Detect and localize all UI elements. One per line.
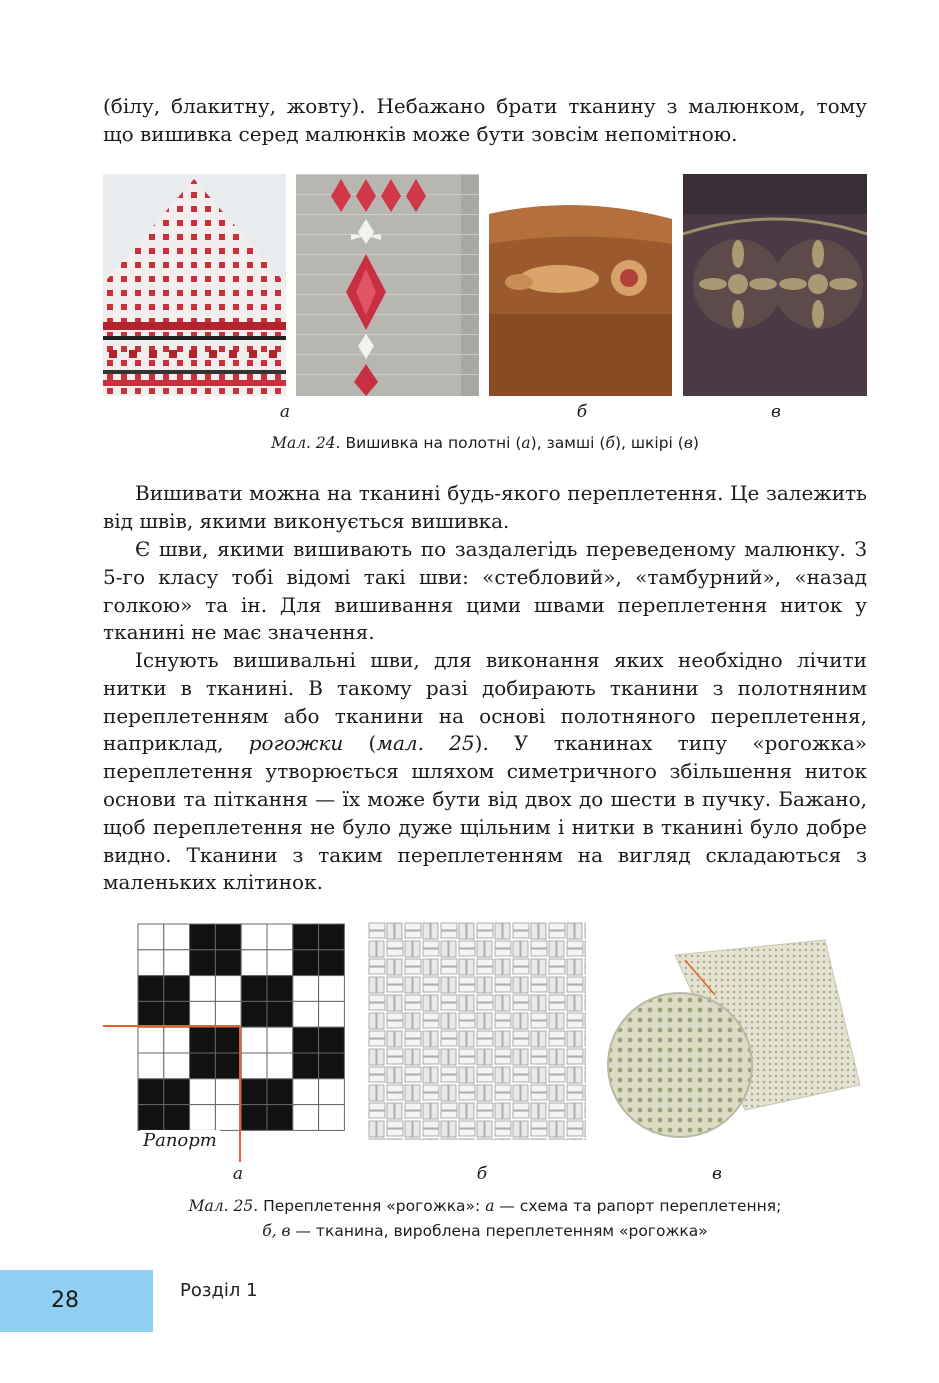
embroidery-suede-photo <box>489 174 672 396</box>
weave-cell <box>190 1105 216 1131</box>
weave-cell <box>319 976 345 1002</box>
fig24-sub-a: а <box>279 402 291 422</box>
weave-cell <box>267 1001 293 1027</box>
weave-cell <box>241 1053 267 1079</box>
weave-cell <box>267 924 293 950</box>
fig24-sub-c: в <box>771 402 781 422</box>
weave-cell <box>241 924 267 950</box>
weave-cell <box>164 1027 190 1053</box>
section-title: Розділ 1 <box>180 1280 258 1301</box>
weave-cell <box>190 1053 216 1079</box>
weave-cell <box>241 1079 267 1105</box>
fig25-caption-a: а <box>485 1197 495 1215</box>
weave-cell <box>241 950 267 976</box>
fig24-label: Мал. 24. <box>271 434 341 452</box>
weave-cell <box>319 1079 345 1105</box>
weave-cell <box>319 950 345 976</box>
weave-cell <box>293 1001 319 1027</box>
fig24-caption <box>103 434 867 452</box>
weave-cell <box>267 976 293 1002</box>
weave-cell <box>138 976 164 1002</box>
embroidery-leather-photo <box>683 174 867 396</box>
weave-cell <box>319 1105 345 1131</box>
weave-cell <box>164 1053 190 1079</box>
weave-cell <box>190 1079 216 1105</box>
fig24-caption-c: в <box>683 434 693 452</box>
fig25-label: Мал. 25. <box>188 1197 259 1215</box>
weave-cell <box>319 1053 345 1079</box>
embroidery-linen-photo <box>103 174 286 396</box>
page-number: 28 <box>51 1288 79 1313</box>
weave-cell <box>267 950 293 976</box>
paragraph-3-text: ). У тканинах типу «рогожка» переплетення утворюється шляхом симетричного збільшення ниток основи та піткання — їх може бути від двох до шести в пучку. Бажано, щоб переплетення не було дуже щільним і нитки в тканині було добре видно. Тканини з таким переплетенням на вигляд складаються з маленьких клітинок. <box>103 731 868 895</box>
weave-cell <box>215 1027 241 1053</box>
weave-cell <box>241 976 267 1002</box>
fig25-caption-line-1 <box>103 1197 867 1215</box>
weave-cell <box>215 1079 241 1105</box>
fig25-caption-text: — тканина, вироблена переплетенням «рогожка» <box>290 1222 708 1240</box>
weave-cell <box>293 976 319 1002</box>
term-rogozhka: рогожки <box>248 731 344 756</box>
paragraph-3-text: ( <box>343 731 377 756</box>
fig24-caption-text: ), замші ( <box>530 434 606 452</box>
weave-cell <box>138 1079 164 1105</box>
fig24-caption-text: Вишивка на полотні ( <box>340 434 522 452</box>
paragraph-2: Є шви, якими вишивають по заздалегідь переведеному малюнку. З 5-го класу тобі відомі такі шви: «стебловий», «тамбурний», «назад голкою» та ін. Для вишивання цими швами переплетення ниток у тканині не має значення. <box>103 537 867 645</box>
weave-cell <box>164 1105 190 1131</box>
weave-cell <box>190 976 216 1002</box>
weave-cell <box>190 1001 216 1027</box>
embroidery-canvas-photo <box>296 174 479 396</box>
fig25-sub-c: в <box>712 1164 722 1184</box>
weave-cell <box>215 950 241 976</box>
weave-cell <box>215 976 241 1002</box>
weave-cell <box>138 1105 164 1131</box>
paragraph-3-text: Існують вишивальні шви, для виконання яких необхідно лічити нитки в тканині. В такому разі добирають тканини з полотняним переплетенням або тканини на основі полотняного переплетення, наприклад, <box>103 648 867 756</box>
weave-cell <box>267 1079 293 1105</box>
weave-cell <box>164 1001 190 1027</box>
weave-cell <box>138 924 164 950</box>
weave-cell <box>190 1027 216 1053</box>
fig25-caption-line-2 <box>103 1222 867 1240</box>
fig25-caption-text: Переплетення «рогожка»: <box>258 1197 486 1215</box>
paragraph-intro: (білу, блакитну, жовту). Небажано брати тканину з малюнком, тому що вишивка серед малюнків може бути зовсім непомітною. <box>103 94 867 146</box>
weave-cell <box>164 1079 190 1105</box>
weave-cell <box>319 1027 345 1053</box>
weave-cell <box>241 1001 267 1027</box>
weave-cell <box>215 1053 241 1079</box>
weave-scheme-diagram <box>103 922 353 1162</box>
weave-cell <box>138 1001 164 1027</box>
fig25-sub-b: б <box>476 1164 488 1184</box>
fig24-caption-text: ) <box>692 434 699 452</box>
weave-cell <box>164 976 190 1002</box>
fig24-sub-b: б <box>576 402 588 422</box>
aida-fabric-photo <box>605 935 865 1155</box>
fig24-caption-b: б <box>605 434 615 452</box>
weave-cell <box>293 1053 319 1079</box>
weave-cell <box>241 1105 267 1131</box>
weave-cell <box>267 1053 293 1079</box>
weave-cell <box>293 950 319 976</box>
fig24-caption-a: а <box>521 434 531 452</box>
weave-cell <box>293 1027 319 1053</box>
fig25-sub-a: а <box>232 1164 244 1184</box>
fig25-caption-bc: б, в <box>262 1222 291 1240</box>
weave-cell <box>267 1105 293 1131</box>
weave-cell <box>293 1105 319 1131</box>
weave-cell <box>190 950 216 976</box>
fig25-caption-text: — схема та рапорт переплетення; <box>494 1197 782 1215</box>
weave-cell <box>293 924 319 950</box>
weave-cell <box>190 924 216 950</box>
weave-cell <box>319 1001 345 1027</box>
weave-cell <box>215 1001 241 1027</box>
weave-cell <box>293 1079 319 1105</box>
rapport-label: Рапорт <box>140 1130 220 1151</box>
weave-cell <box>215 924 241 950</box>
weave-cell <box>138 1053 164 1079</box>
figure-reference: мал. 25 <box>376 731 475 756</box>
weave-cell <box>319 924 345 950</box>
paragraph-3 <box>103 647 867 897</box>
weave-fabric-illustration <box>368 922 586 1140</box>
weave-cell <box>138 950 164 976</box>
paragraph-1: Вишивати можна на тканині будь-якого переплетення. Це залежить від швів, якими виконується вишивка. <box>103 481 867 533</box>
weave-cell <box>267 1027 293 1053</box>
fig24-caption-text: ), шкірі ( <box>614 434 684 452</box>
weave-cell <box>164 950 190 976</box>
weave-cell <box>138 1027 164 1053</box>
weave-cell <box>241 1027 267 1053</box>
weave-cell <box>164 924 190 950</box>
weave-cell <box>215 1105 241 1131</box>
